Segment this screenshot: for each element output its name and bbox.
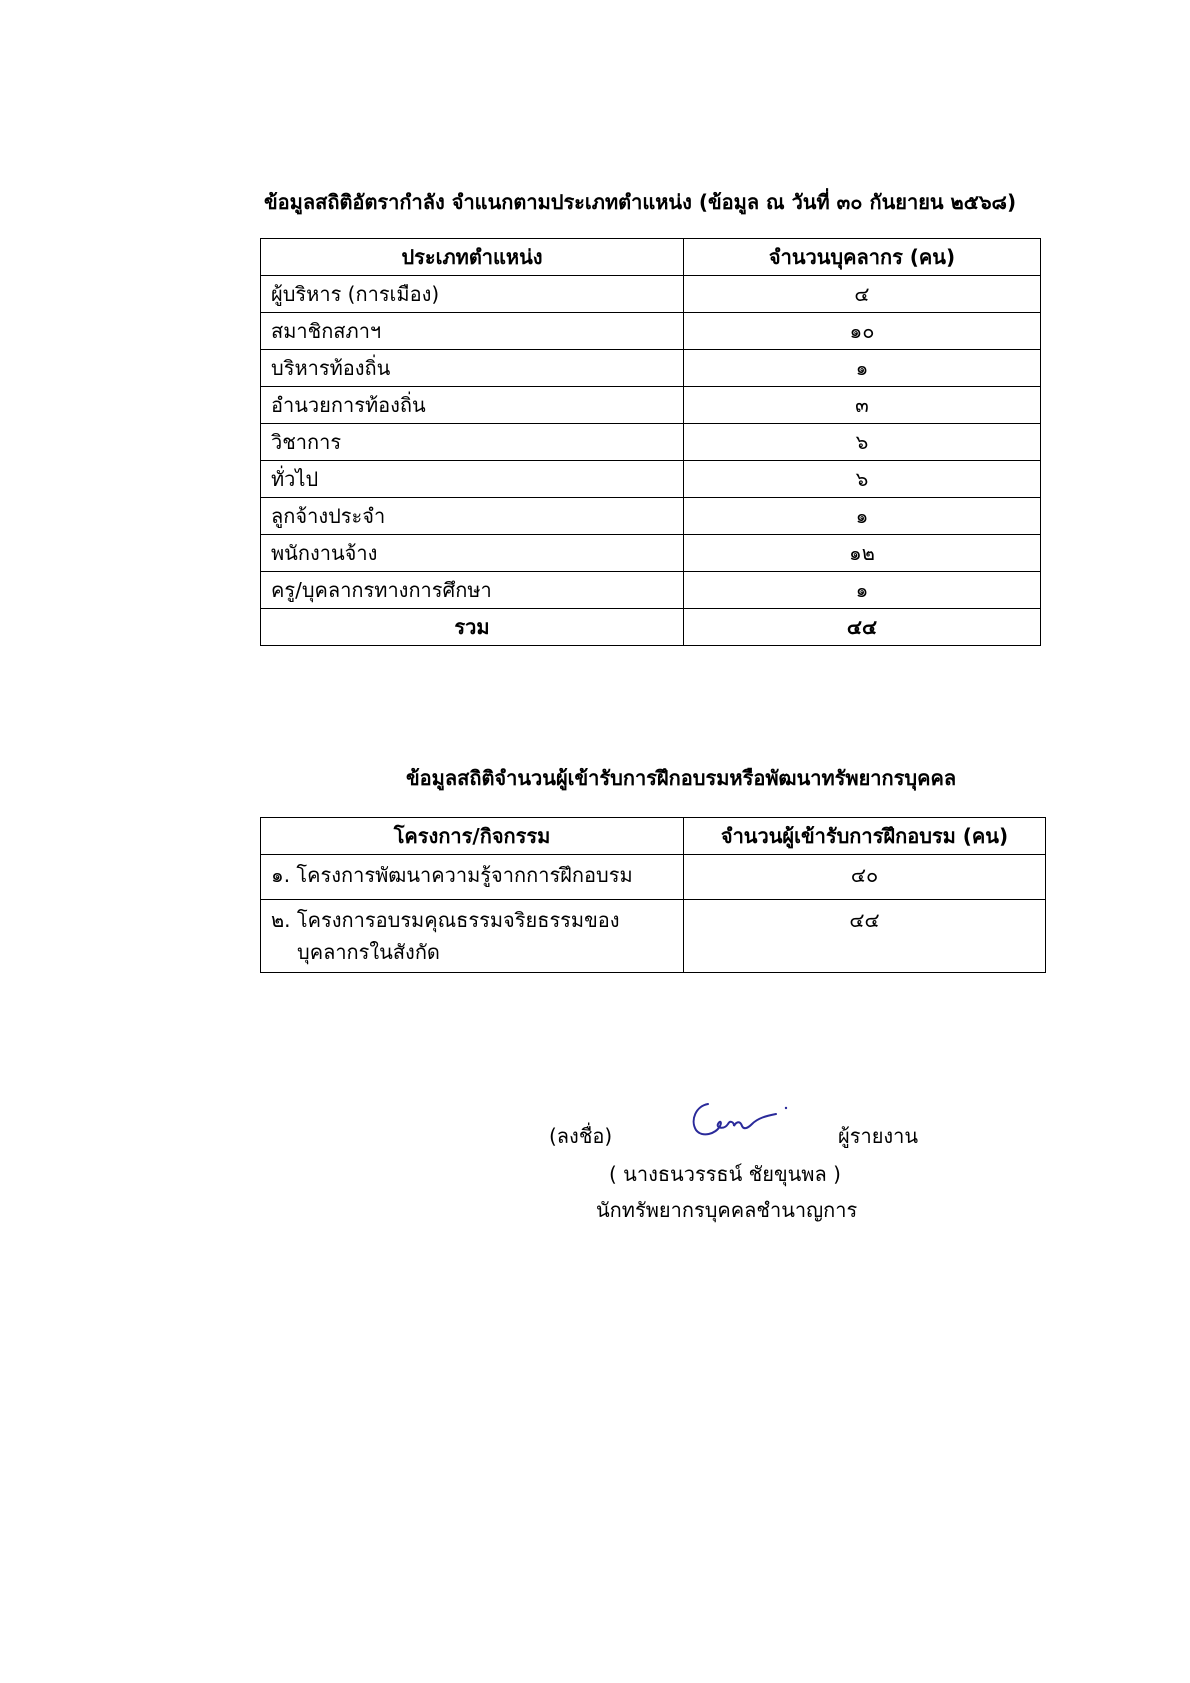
- table2-title: ข้อมูลสถิติจำนวนผู้เข้ารับการฝึกอบรมหรือพัฒนาทรัพยากรบุคคล: [406, 766, 957, 790]
- count-cell: ๑: [684, 498, 1041, 535]
- table-row: [261, 350, 1041, 387]
- table-header-row: [261, 239, 1041, 276]
- position-type-cell: ลูกจ้างประจำ: [261, 498, 684, 535]
- position-type-cell: อำนวยการท้องถิ่น: [261, 387, 684, 424]
- count-cell: ๔๔: [684, 900, 1046, 973]
- position-type-cell: พนักงานจ้าง: [261, 535, 684, 572]
- count-cell: ๑: [684, 572, 1041, 609]
- total-label: รวม: [261, 609, 684, 646]
- column-header: ประเภทตำแหน่ง: [261, 239, 684, 276]
- table-row: [261, 424, 1041, 461]
- table-row: [261, 535, 1041, 572]
- table-header-row: [261, 818, 1046, 855]
- reporter-label: ผู้รายงาน: [838, 1124, 919, 1148]
- position-type-cell: วิชาการ: [261, 424, 684, 461]
- project-cell: [261, 900, 684, 973]
- column-header: โครงการ/กิจกรรม: [261, 818, 684, 855]
- count-cell: ๔๐: [684, 855, 1046, 900]
- position-type-cell: สมาชิกสภาฯ: [261, 313, 684, 350]
- training-table: [260, 817, 1046, 973]
- project-cell: [261, 855, 684, 900]
- position-type-cell: บริหารท้องถิ่น: [261, 350, 684, 387]
- sign-label: (ลงชื่อ): [549, 1124, 613, 1148]
- position-type-cell: ทั่วไป: [261, 461, 684, 498]
- project-name: ๒. โครงการอบรมคุณธรรมจริยธรรมของ: [271, 908, 620, 932]
- position-type-cell: ครู/บุคลากรทางการศึกษา: [261, 572, 684, 609]
- count-cell: ๑: [684, 350, 1041, 387]
- table1-title: ข้อมูลสถิติอัตรากำลัง จำแนกตามประเภทตำแหน่ง (ข้อมูล ณ วันที่ ๓๐ กันยายน ๒๕๖๘): [264, 190, 1017, 214]
- table-row: [261, 276, 1041, 313]
- column-header: จำนวนผู้เข้ารับการฝึกอบรม (คน): [684, 818, 1046, 855]
- total-row: [261, 609, 1041, 646]
- count-cell: ๖: [684, 461, 1041, 498]
- count-cell: ๖: [684, 424, 1041, 461]
- handwritten-signature: [686, 1098, 796, 1148]
- table-row: [261, 572, 1041, 609]
- table-row: [261, 387, 1041, 424]
- table-row: [261, 855, 1046, 900]
- count-cell: ๑๒: [684, 535, 1041, 572]
- count-cell: ๓: [684, 387, 1041, 424]
- table-row: [261, 498, 1041, 535]
- position-type-cell: ผู้บริหาร (การเมือง): [261, 276, 684, 313]
- signer-name: ( นางธนวรรธน์ ชัยขุนพล ): [609, 1162, 841, 1186]
- total-count: ๔๔: [684, 609, 1041, 646]
- column-header: จำนวนบุคลากร (คน): [684, 239, 1041, 276]
- staff-table: [260, 238, 1041, 646]
- project-name: ๑. โครงการพัฒนาความรู้จากการฝึกอบรม: [271, 863, 633, 887]
- table-row: [261, 461, 1041, 498]
- count-cell: ๔: [684, 276, 1041, 313]
- count-cell: ๑๐: [684, 313, 1041, 350]
- signer-position: นักทรัพยากรบุคคลชำนาญการ: [596, 1198, 858, 1222]
- table-row: [261, 313, 1041, 350]
- table-row: [261, 900, 1046, 973]
- project-name-continuation: บุคลากรในสังกัด: [297, 940, 440, 964]
